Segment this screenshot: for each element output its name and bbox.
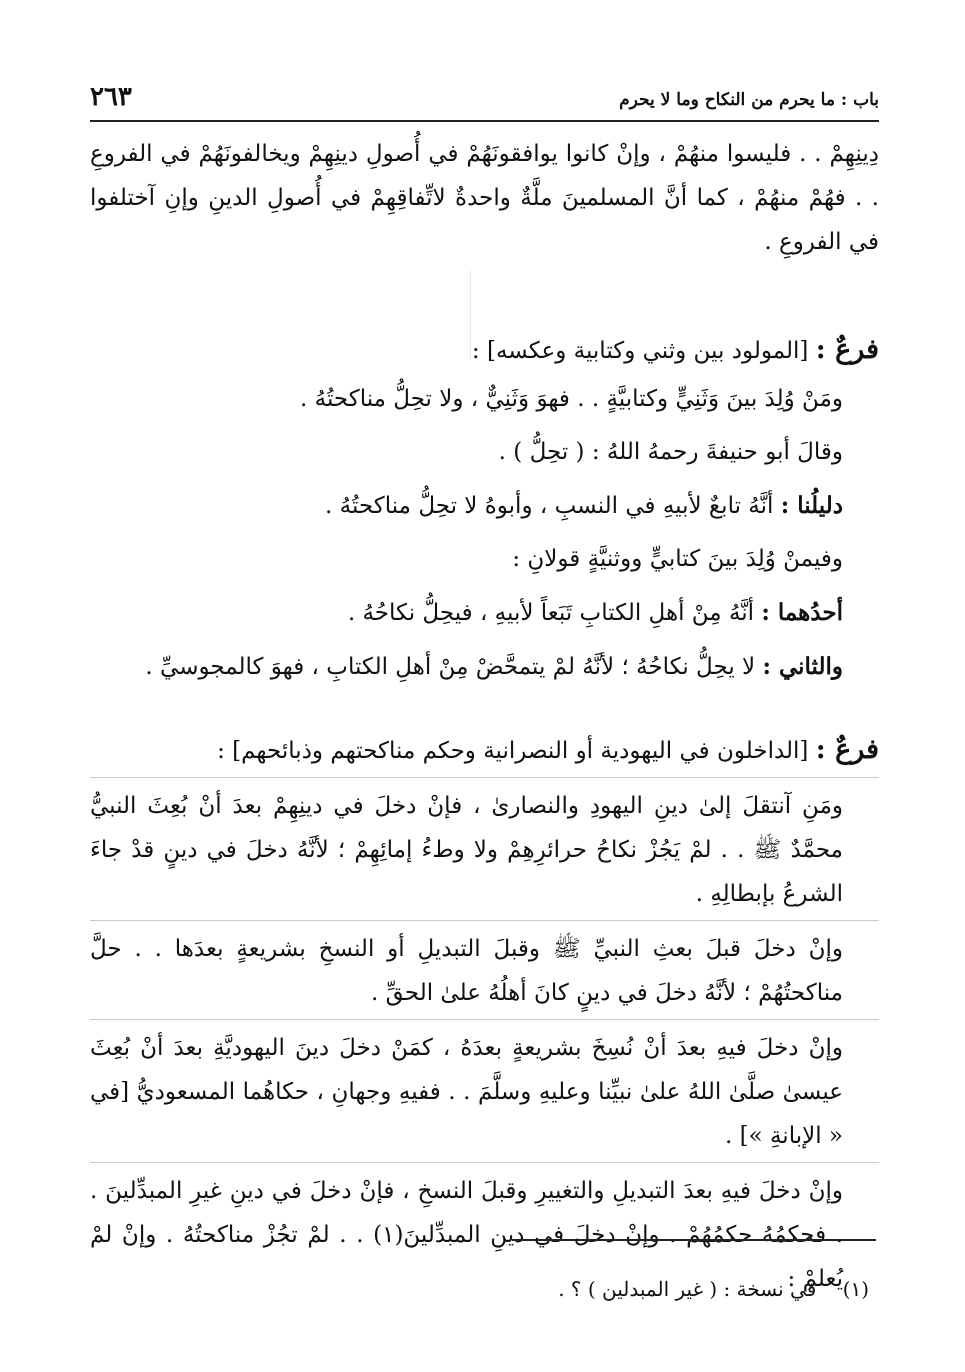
- section1-line-5-lead: أحدُهما :: [761, 599, 843, 626]
- footnote: [558, 1275, 869, 1303]
- section1-line-3-text: أنَّهُ تابعٌ لأبيهِ في النسبِ ، وأبوهُ لا تحِلُّ مناكحتُهُ .: [325, 493, 774, 519]
- section1-line-3-lead: دليلُنا :: [780, 492, 843, 519]
- section1-line-6-text: لا يحِلُّ نكاحُهُ ؛ لأنَّهُ لمْ يتمحَّضْ مِنْ أهلِ الكتابِ ، فهوَ كالمجوسيِّ .: [145, 654, 756, 680]
- page-header: [90, 80, 879, 122]
- section1-line-3: [90, 479, 879, 533]
- divider: [90, 1019, 879, 1020]
- divider: [90, 1162, 879, 1163]
- page-number: ٢٦٣: [90, 82, 132, 112]
- section1-lead: فرعٌ :: [815, 334, 879, 365]
- footnote-text: في نسخة : ( غير المبدلين ) ؟ .: [558, 1277, 817, 1301]
- section2-paragraph-1: ومَنِ آنتقلَ إلىٰ دينِ اليهودِ والنصارىٰ ، فإنْ دخلَ في دينِهِمْ بعدَ أنْ بُعِثَ النبيُّ محمَّدٌ ﷺ . . لمْ يَجُزْ نكاحُ حرائرِهِمْ ولا وطءُ إمائِهِمْ ؛ لأنَّهُ دخلَ في دينٍ قدْ جاءَ الشرعُ بإبطالِهِ .: [90, 793, 843, 907]
- section2-paragraph-3: وإنْ دخلَ فيهِ بعدَ أنْ نُسِخَ بشريعةٍ بعدَهُ ، كمَنْ دخلَ دينَ اليهوديَّةِ بعدَ أنْ بُعِثَ عيسىٰ صلَّىٰ اللهُ علىٰ نبيِّنا وعليهِ وسلَّمَ . . ففيهِ وجهانِ ، حكاهُما المسعوديُّ [في « الإبانةِ »] .: [90, 1035, 843, 1149]
- divider: [90, 920, 879, 921]
- section2-heading: [90, 728, 879, 773]
- divider: [90, 777, 879, 778]
- section1-line-2: وقالَ أبو حنيفةَ رحمهُ اللهُ : ( تحِلُّ ) .: [498, 439, 843, 465]
- section2-title: [الداخلون في اليهودية أو النصرانية وحكم مناكحتهم وذبائحهم] :: [217, 738, 809, 764]
- section1-title: [المولود بين وثني وكتابية وعكسه] :: [471, 338, 809, 364]
- section1-line-5: [90, 586, 879, 640]
- intro-paragraph: دِينِهِمْ . . فليسوا منهُمْ ، وإنْ كانوا يوافقونَهُمْ في أُصولِ دينِهِمْ ويخالفونَهُمْ في الفروعِ . . فهُمْ منهُمْ ، كما أنَّ المسلمينَ ملَّةٌ واحدةٌ لاتِّفاقِهِمْ في أُصولِ الدينِ وإنِ آختلفوا في الفروعِ .: [90, 141, 879, 255]
- chapter-title: باب : ما يحرم من النكاح وما لا يحرم: [619, 90, 879, 110]
- page-body: [90, 132, 879, 1301]
- section1-line-1: ومَنْ وُلِدَ بينَ وَثَنِيٍّ وكتابيَّةٍ . . فهوَ وَثَنِيٌّ ، ولا تحِلُّ مناكحتُهُ .: [300, 386, 843, 412]
- section1-line-5-text: أنَّهُ مِنْ أهلِ الكتابِ تَبَعاً لأبيهِ ، فيحِلُّ نكاحُهُ .: [347, 600, 755, 626]
- section2-paragraph-4: وإنْ دخلَ فيهِ بعدَ التبديلِ والتغييرِ وقبلَ النسخِ ، فإنْ دخلَ في دينِ غيرِ المبدِّلينَ . . فحكمُهُ حكمُهُمْ . وإنْ دخلَ في دينِ المبدِّلينَ(١) . . لمْ تجُزْ مناكحتُهُ . وإنْ لمْ يُعلمْ :: [90, 1178, 843, 1292]
- section2-paragraph-2: وإنْ دخلَ قبلَ بعثِ النبيِّ ﷺ وقبلَ التبديلِ أو النسخِ بشريعةٍ بعدَها . . حلَّ مناكحتُهُمْ ؛ لأنَّهُ دخلَ في دينٍ كانَ أهلُهُ علىٰ الحقِّ .: [90, 936, 843, 1006]
- section1-line-6-lead: والثاني :: [762, 653, 843, 680]
- section1-line-6: [90, 640, 879, 694]
- section2-lead: فرعٌ :: [815, 734, 879, 765]
- footnote-number: (١): [842, 1277, 869, 1301]
- footnote-separator: [512, 1239, 876, 1241]
- section1-line-4: وفيمنْ وُلِدَ بينَ كتابيٍّ ووثنيَّةٍ قولانِ :: [512, 546, 843, 572]
- section1-heading: [90, 328, 879, 373]
